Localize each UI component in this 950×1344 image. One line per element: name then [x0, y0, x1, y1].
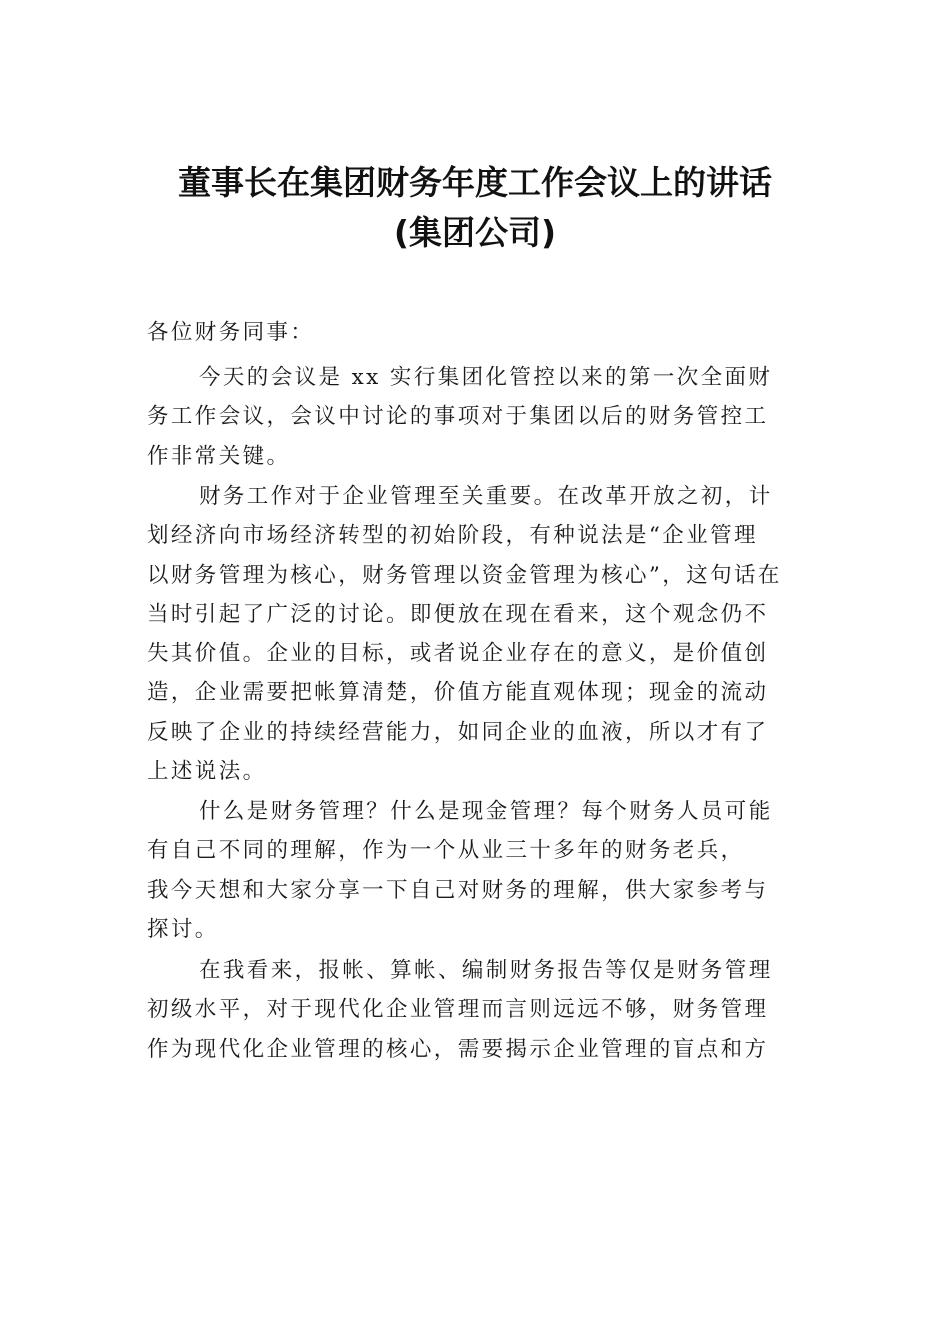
paragraph-line: 初级水平，对于现代化企业管理而言则远远不够，财务管理 [147, 997, 769, 1023]
paragraph-line: 失其价值。企业的目标，或者说企业存在的意义，是价值创 [147, 641, 769, 667]
paragraph-line: 有自己不同的理解，作为一个从业三十多年的财务老兵， [147, 838, 745, 864]
paragraph-line: 探讨。 [147, 916, 219, 942]
paragraph-line: 上述说法。 [147, 759, 267, 785]
document-subtitle: (集团公司) [393, 213, 557, 252]
paragraph-line: 当时引起了广泛的讨论。即便放在现在看来，这个观念仍不 [147, 601, 769, 627]
paragraph-1 [147, 358, 807, 476]
paragraph-line: 作为现代化企业管理的核心，需要揭示企业管理的盲点和方 [147, 1036, 769, 1062]
paragraph-line: 什么是财务管理？什么是现金管理？每个财务人员可能 [199, 799, 773, 824]
paragraph-line: 务工作会议，会议中讨论的事项对于集团以后的财务管控工 [147, 404, 769, 430]
paragraph-line: 以财务管理为核心，财务管理以资金管理为核心”，这句话在 [147, 562, 782, 588]
paragraph-line: 财务工作对于企业管理至关重要。在改革开放之初，计 [199, 484, 773, 509]
paragraph-line: 作非常关键。 [147, 443, 291, 469]
paragraph-line: 造，企业需要把帐算清楚，价值方能直观体现；现金的流动 [147, 680, 769, 706]
paragraph-line: 划经济向市场经济转型的初始阶段，有种说法是“企业管理 [147, 523, 758, 549]
salutation: 各位财务同事： [147, 320, 315, 345]
paragraph-line: 在我看来，报帐、算帐、编制财务报告等仅是财务管理 [199, 958, 773, 983]
paragraph-line: 今天的会议是 xx 实行集团化管控以来的第一次全面财 [199, 365, 773, 390]
paragraph-line: 反映了企业的持续经营能力，如同企业的血液，所以才有了 [147, 719, 769, 745]
paragraph-2 [147, 477, 807, 791]
document-title: 董事长在集团财务年度工作会议上的讲话 [178, 163, 772, 202]
paragraph-3 [147, 792, 807, 949]
paragraph-4 [147, 951, 807, 1069]
paragraph-line: 我今天想和大家分享一下自己对财务的理解，供大家参考与 [147, 877, 769, 903]
